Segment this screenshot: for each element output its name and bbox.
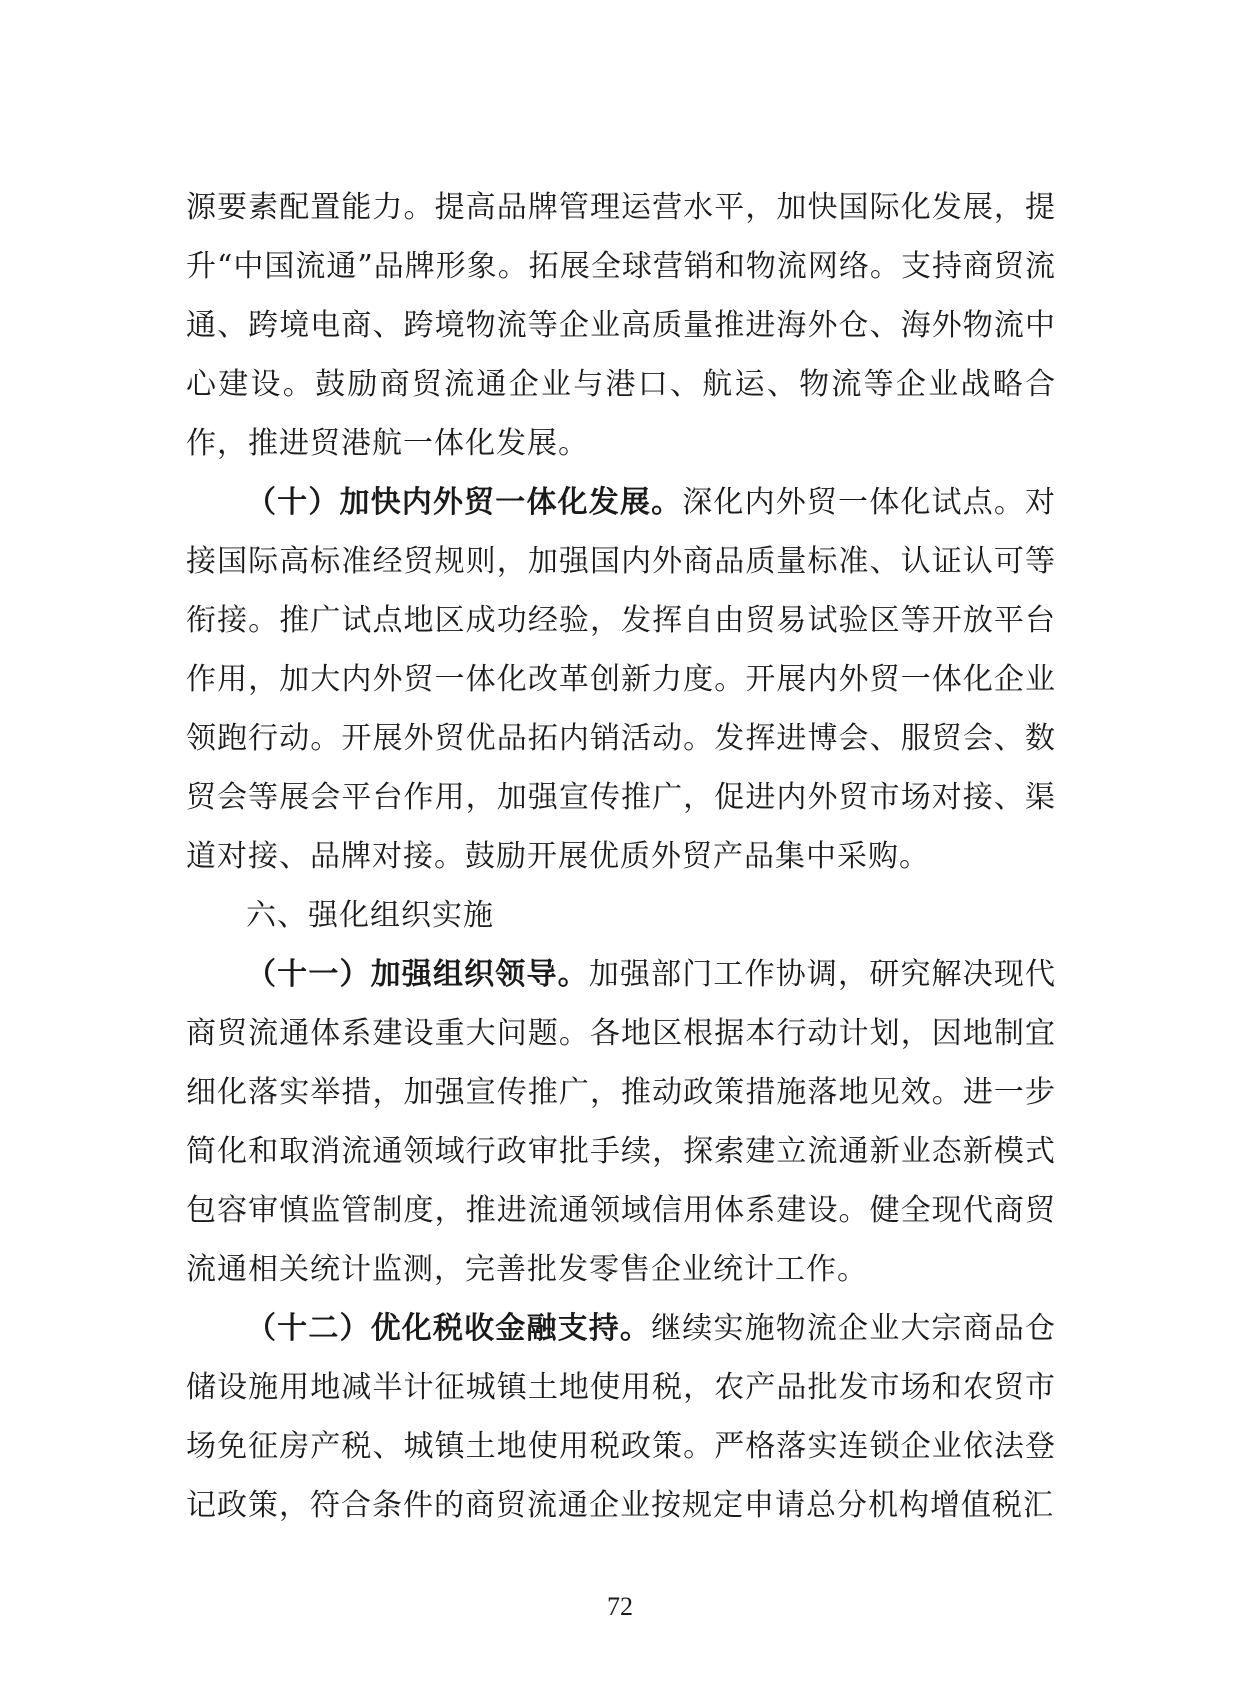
document-body	[186, 178, 1056, 1535]
section-heading: 六、强化组织实施	[246, 898, 494, 933]
paragraph-lead: （十二）优化税收金融支持。	[246, 1311, 652, 1346]
paragraph-text: 加强部门工作协调，研究解决现代商贸流通体系建设重大问题。各地区根据本行动计划，因地制宜细化落实举措，加强宣传推广，推动政策措施落地见效。进一步简化和取消流通领域行政审批手续，探索建立流通新业态新模式包容审慎监管制度，推进流通领域信用体系建设。健全现代商贸流通相关统计监测，完善批发零售企业统计工作。	[186, 957, 1057, 1287]
page-number: 72	[607, 1592, 633, 1621]
paragraph-lead: （十）加快内外贸一体化发展。	[246, 485, 683, 520]
paragraph-text: 继续实施物流企业大宗商品仓储设施用地减半计征城镇土地使用税，农产品批发市场和农贸市场免征房产税、城镇土地使用税政策。严格落实连锁企业依法登记政策，符合条件的商贸流通企业按规定申请总分机构增值税汇	[186, 1311, 1057, 1523]
paragraph-text: 源要素配置能力。提高品牌管理运营水平，加快国际化发展，提升“中国流通”品牌形象。拓展全球营销和物流网络。支持商贸流通、跨境电商、跨境物流等企业高质量推进海外仓、海外物流中心建设。鼓励商贸流通企业与港口、航运、物流等企业战略合作，推进贸港航一体化发展。	[186, 190, 1056, 461]
paragraph-text: 深化内外贸一体化试点。对接国际高标准经贸规则，加强国内外商品质量标准、认证认可等衔接。推广试点地区成功经验，发挥自由贸易试验区等开放平台作用，加大内外贸一体化改革创新力度。开展内外贸一体化企业领跑行动。开展外贸优品拓内销活动。发挥进博会、服贸会、数贸会等展会平台作用，加强宣传推广，促进内外贸市场对接、渠道对接、品牌对接。鼓励开展优质外贸产品集中采购。	[186, 485, 1057, 874]
paragraph-continuation	[186, 178, 1056, 473]
paragraph-section-10	[186, 473, 1056, 886]
paragraph-lead: （十一）加强组织领导。	[246, 957, 589, 992]
paragraph-section-12	[186, 1299, 1056, 1535]
paragraph-section-11	[186, 945, 1056, 1299]
